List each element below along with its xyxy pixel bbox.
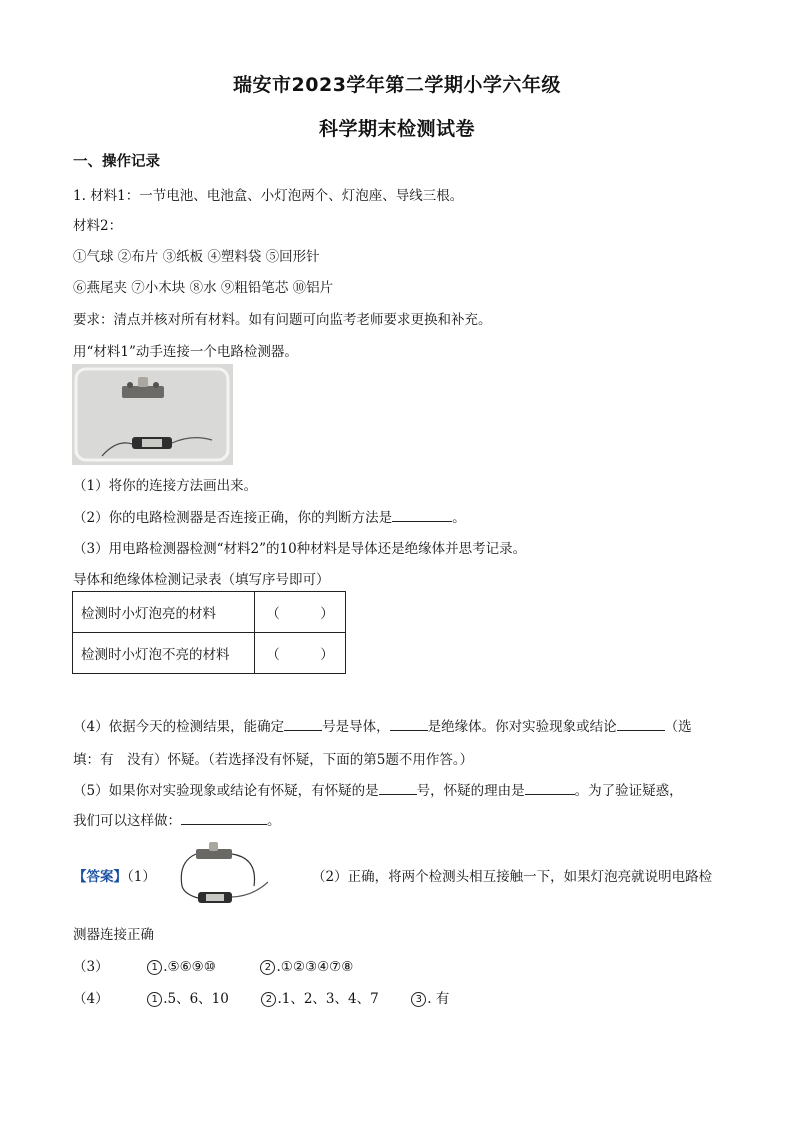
answer-2-continued: 测器连接正确 [73, 927, 154, 943]
answer-4-item: .1、2、3、4、7 [277, 991, 379, 1007]
question-5-line2-text: 我们可以这样做： [73, 813, 181, 829]
answer-blank[interactable] [390, 716, 428, 731]
material2-row1: ①气球 ②布片 ③纸板 ④塑料袋 ⑤回形针 [73, 249, 320, 265]
question-4-line2: 填：有 没有）怀疑。（若选择没有怀疑，下面的第5题不用作答。） [73, 752, 474, 768]
answer-blank[interactable] [617, 716, 665, 731]
question-4-part-d: （选 [664, 719, 692, 735]
question-5-part-a: （5）如果你对实验现象或结论有怀疑，有怀疑的是 [73, 783, 379, 799]
question-5-part-c: 。为了验证疑惑， [574, 783, 683, 799]
question-4-part-a: （4）依据今天的检测结果，能确定 [73, 719, 285, 735]
answer-blank[interactable] [392, 507, 452, 522]
table-title: 导体和绝缘体检测记录表（填写序号即可） [73, 572, 330, 588]
answer-circuit-photo [158, 834, 274, 914]
answer-2: （2）正确，将两个检测头相互接触一下，如果灯泡亮就说明电路检 [312, 869, 713, 885]
answer-1-number: （1） [127, 869, 156, 885]
circled-number: 2 [260, 960, 275, 975]
table-row [73, 592, 346, 633]
answer-1 [73, 865, 156, 885]
answer-4 [73, 987, 449, 1007]
page-subtitle: 科学期末检测试卷 [318, 118, 475, 140]
question-5-line2 [73, 809, 281, 829]
question-4-part-b: 号是导体， [322, 719, 390, 735]
question-2-end: 。 [452, 510, 466, 526]
question-2 [73, 506, 466, 526]
answer-blank[interactable] [284, 716, 322, 731]
question-1: （1）将你的连接方法画出来。 [73, 478, 258, 494]
answer-blank[interactable] [181, 810, 267, 825]
circled-number: 1 [147, 960, 162, 975]
instruction-text: 用“材料1”动手连接一个电路检测器。 [73, 344, 298, 360]
answer-3-item: .①②③④⑦⑧ [276, 959, 354, 975]
question-5 [73, 779, 683, 799]
material1-text: 1. 材料1：一节电池、电池盒、小灯泡两个、灯泡座、导线三根。 [73, 188, 464, 204]
question-5-end: 。 [267, 813, 281, 829]
question-5-part-b: 号，怀疑的理由是 [416, 783, 525, 799]
circled-number: 1 [147, 992, 162, 1007]
answer-blank[interactable] [525, 780, 575, 795]
question-2-text: （2）你的电路检测器是否连接正确，你的判断方法是 [73, 510, 393, 526]
table-row [73, 633, 346, 674]
question-4-part-c: 是绝缘体。你对实验现象或结论 [427, 719, 617, 735]
answer-tag: 【答案】 [73, 869, 127, 885]
answer-3 [73, 955, 353, 975]
question-3: （3）用电路检测器检测“材料2”的10种材料是导体还是绝缘体并思考记录。 [73, 541, 527, 557]
table-cell-label: 检测时小灯泡不亮的材料 [73, 633, 255, 674]
table-cell-answer[interactable]: （ ） [255, 592, 346, 633]
record-table [72, 591, 346, 674]
material2-label: 材料2： [73, 218, 123, 234]
question-4 [73, 715, 692, 735]
answer-3-item: .⑤⑥⑨⑩ [163, 959, 216, 975]
circled-number: 2 [261, 992, 276, 1007]
circuit-materials-photo [72, 364, 233, 465]
answer-4-item: . 有 [427, 991, 450, 1007]
section-heading: 一、操作记录 [73, 154, 160, 170]
answer-4-item: .5、6、10 [163, 991, 229, 1007]
page-title: 瑞安市2023学年第二学期小学六年级 [233, 74, 561, 96]
requirement-text: 要求：清点并核对所有材料。如有问题可向监考老师要求更换和补充。 [73, 312, 492, 328]
table-cell-answer[interactable]: （ ） [255, 633, 346, 674]
circled-number: 3 [411, 992, 426, 1007]
table-cell-label: 检测时小灯泡亮的材料 [73, 592, 255, 633]
answer-blank[interactable] [379, 780, 417, 795]
answer-3-number: （3） [73, 959, 109, 975]
answer-4-number: （4） [73, 991, 109, 1007]
material2-row2: ⑥燕尾夹 ⑦小木块 ⑧水 ⑨粗铅笔芯 ⑩铝片 [73, 280, 334, 296]
